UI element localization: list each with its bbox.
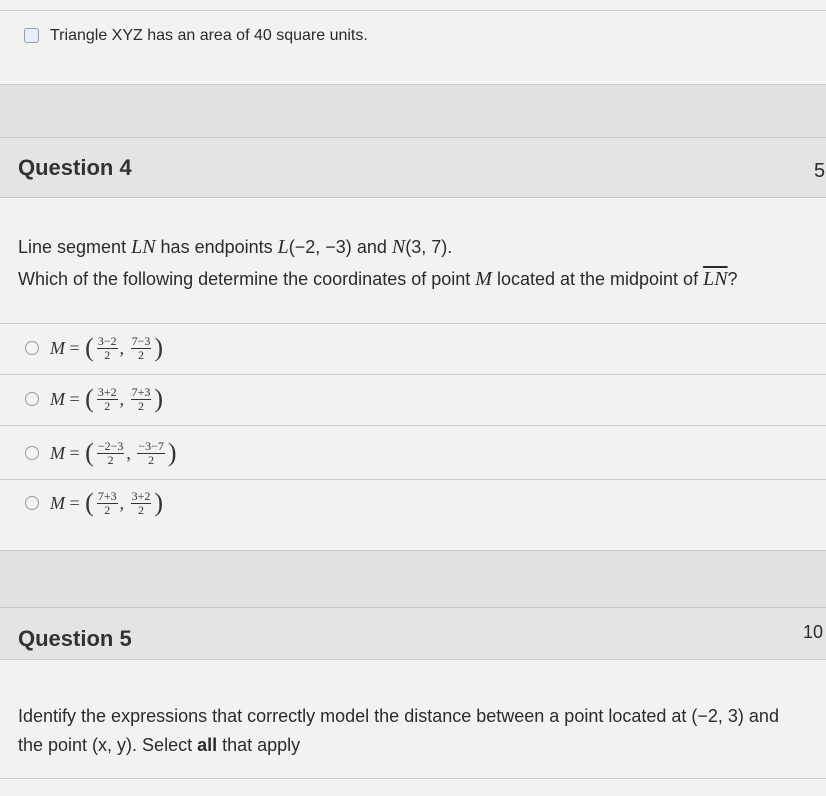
question-5-points: 10 — [803, 622, 824, 642]
option-d-radio[interactable] — [25, 496, 39, 510]
question-5-stem-line1: Identify the expressions that correctly model the distance between a point located at (−2, 3) and — [18, 706, 779, 726]
question-4-points: 5 — [814, 160, 826, 182]
option-b-formula[interactable]: M = ( $\frac{3+2}{2}$ , $\frac{7+3}{2}$ ) — [50, 384, 164, 413]
question-4-stem-line1: Line segment LN has endpoints L(−2, −3) and N(3, 7). — [18, 236, 453, 258]
divider — [0, 137, 826, 138]
option-c-formula[interactable]: M = ( $\frac{-2-3}{2}$ , $\frac{-3-7}{2}$ ) — [50, 438, 177, 467]
divider — [0, 323, 826, 324]
option-c-radio[interactable] — [25, 446, 39, 460]
divider — [0, 425, 826, 426]
divider — [0, 778, 826, 779]
divider — [0, 607, 826, 608]
question-5-title: Question 5 — [18, 626, 132, 651]
question-4-title: Question 4 — [18, 155, 132, 180]
option-label: Triangle XYZ has an area of 40 square units. — [50, 27, 368, 44]
question-5-body — [0, 660, 826, 796]
option-a-formula[interactable]: M = ( $\frac{3-2}{2}$ , $\frac{7-3}{2}$ ) — [50, 333, 164, 362]
option-b-radio[interactable] — [25, 392, 39, 406]
divider — [0, 479, 826, 480]
question-5-stem-line2: the point (x, y). Select all that apply — [18, 735, 301, 755]
divider — [0, 374, 826, 375]
divider — [0, 10, 826, 11]
option-checkbox[interactable] — [24, 28, 39, 43]
question-gap — [0, 551, 826, 607]
question-4-stem-line2: Which of the following determine the coordinates of point M located at the midpoint of $\overline{LN}$? — [18, 268, 738, 290]
option-a-radio[interactable] — [25, 341, 39, 355]
question-gap — [0, 85, 826, 137]
option-d-formula[interactable]: M = ( $\frac{7+3}{2}$ , $\frac{3+2}{2}$ ) — [50, 488, 164, 517]
